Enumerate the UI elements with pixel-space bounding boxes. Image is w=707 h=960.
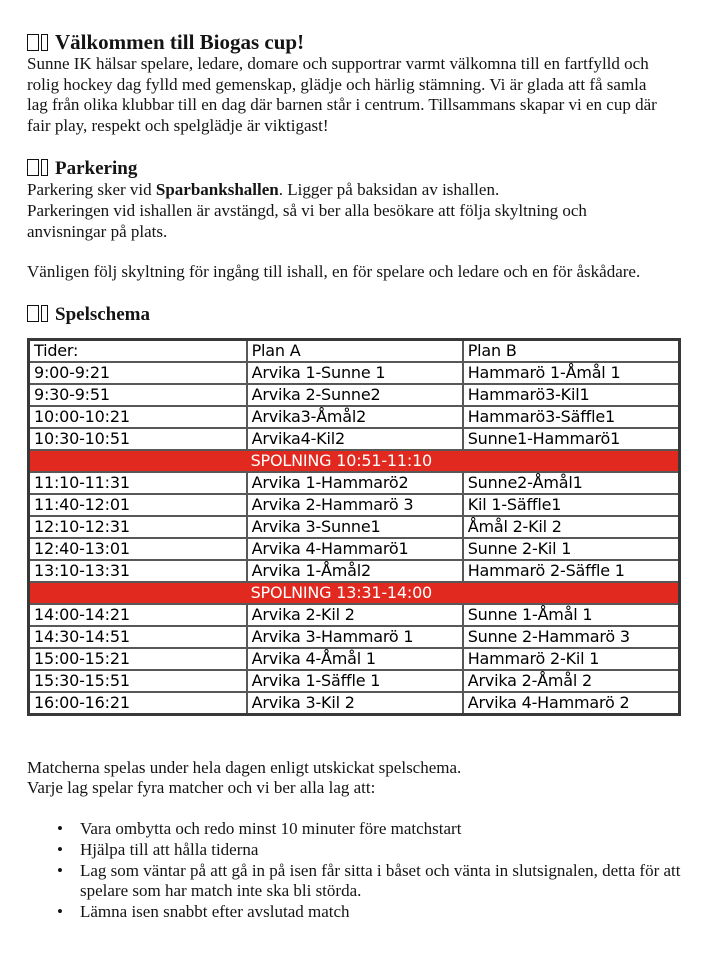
time-cell: 15:00-15:21	[29, 648, 247, 670]
venue-name: Sparbankshallen	[155, 180, 279, 200]
plan-b-cell: Hammarö3-Säffle1	[463, 406, 680, 428]
match-row	[29, 692, 680, 715]
match-row	[29, 516, 680, 538]
plan-b-cell: Sunne2-Åmål1	[463, 472, 680, 494]
plan-b-cell: Hammarö 2-Säffle 1	[463, 560, 680, 582]
rule-item: • Lämna isen snabbt efter avslutad match	[27, 902, 681, 923]
time-cell: 9:30-9:51	[29, 384, 247, 406]
plan-b-cell: Sunne 1-Åmål 1	[463, 604, 680, 626]
plan-a-cell: Arvika 2-Kil 2	[247, 604, 463, 626]
plan-a-cell: Arvika 1-Åmål2	[247, 560, 463, 582]
spolning-label: SPOLNING 10:51-11:10	[247, 450, 463, 472]
parking-heading	[27, 158, 681, 180]
match-row	[29, 648, 680, 670]
plan-a-cell: Arvika 2-Hammarö 3	[247, 494, 463, 516]
plan-a-cell: Arvika 3-Kil 2	[247, 692, 463, 715]
plan-a-cell: Arvika 3-Sunne1	[247, 516, 463, 538]
spolning-cell-empty	[463, 450, 680, 472]
plan-a-cell: Arvika 2-Sunne2	[247, 384, 463, 406]
match-row	[29, 494, 680, 516]
plan-b-cell: Sunne 2-Kil 1	[463, 538, 680, 560]
plan-a-cell: Arvika4-Kil2	[247, 428, 463, 450]
match-row	[29, 538, 680, 560]
schedule-table	[27, 338, 681, 716]
spolning-label: SPOLNING 13:31-14:00	[247, 582, 463, 604]
parking-heading-text: Parkering	[55, 158, 138, 180]
spolning-row	[29, 450, 680, 472]
welcome-paragraph	[27, 54, 681, 136]
parking-line: Parkering sker vid Sparbankshallen. Ligger på baksidan av ishallen.	[27, 180, 500, 200]
plan-b-cell: Sunne 2-Hammarö 3	[463, 626, 680, 648]
welcome-line: lag från olika klubbar till en dag där barnen står i centrum. Tillsammans skapar vi en cup där	[27, 95, 657, 115]
time-cell: 10:00-10:21	[29, 406, 247, 428]
missing-emoji-icon	[27, 304, 48, 326]
spolning-row	[29, 582, 680, 604]
plan-a-cell: Arvika3-Åmål2	[247, 406, 463, 428]
match-row	[29, 670, 680, 692]
match-row	[29, 472, 680, 494]
parking-line: anvisningar på plats.	[27, 221, 168, 241]
time-cell: 11:10-11:31	[29, 472, 247, 494]
plan-a-cell: Arvika 3-Hammarö 1	[247, 626, 463, 648]
time-cell: 11:40-12:01	[29, 494, 247, 516]
welcome-line: rolig hockey dag fylld med gemenskap, glädje och härlig stämning. Vi är glada att få samla	[27, 74, 647, 94]
spolning-cell-empty	[29, 582, 247, 604]
match-row	[29, 560, 680, 582]
schedule-heading-text: Spelschema	[55, 303, 150, 325]
rules-list	[27, 819, 681, 923]
closing-paragraph	[27, 758, 681, 799]
plan-b-cell: Arvika 4-Hammarö 2	[463, 692, 680, 715]
match-row	[29, 362, 680, 384]
closing-line: Varje lag spelar fyra matcher och vi ber alla lag att:	[27, 778, 376, 798]
match-row	[29, 626, 680, 648]
time-cell: 14:30-14:51	[29, 626, 247, 648]
welcome-line: Sunne IK hälsar spelare, ledare, domare och supportrar varmt välkomna till en fartfylld och	[27, 54, 649, 73]
plan-b-cell: Arvika 2-Åmål 2	[463, 670, 680, 692]
plan-a-cell: Arvika 1-Säffle 1	[247, 670, 463, 692]
time-cell: 15:30-15:51	[29, 670, 247, 692]
match-row	[29, 406, 680, 428]
match-row	[29, 384, 680, 406]
welcome-heading-text: Välkommen till Biogas cup!	[55, 30, 305, 54]
spolning-cell-empty	[463, 582, 680, 604]
signage-note: Vänligen följ skyltning för ingång till ishall, en för spelare och ledare och en för åskådare.	[27, 262, 641, 282]
schedule-heading	[27, 304, 681, 326]
col-header-plan-a: Plan A	[247, 339, 463, 362]
rule-item: • Hjälpa till att hålla tiderna	[27, 840, 681, 861]
match-row	[29, 604, 680, 626]
col-header-tider: Tider:	[29, 339, 247, 362]
welcome-line: fair play, respekt och spelglädje är viktigast!	[27, 115, 329, 135]
time-cell: 9:00-9:21	[29, 362, 247, 384]
rule-item: • Vara ombytta och redo minst 10 minuter före matchstart	[27, 819, 681, 840]
plan-b-cell: Hammarö3-Kil1	[463, 384, 680, 406]
plan-b-cell: Sunne1-Hammarö1	[463, 428, 680, 450]
plan-b-cell: Hammarö 2-Kil 1	[463, 648, 680, 670]
time-cell: 10:30-10:51	[29, 428, 247, 450]
plan-a-cell: Arvika 1-Sunne 1	[247, 362, 463, 384]
rule-item: • Lag som väntar på att gå in på isen får sitta i båset och vänta in slutsignalen, detta för att spelare som har match inte ska bli störda.	[27, 861, 681, 903]
plan-b-cell: Åmål 2-Kil 2	[463, 516, 680, 538]
spolning-cell-empty	[29, 450, 247, 472]
missing-emoji-icon	[27, 30, 48, 54]
parking-paragraph	[27, 180, 681, 242]
closing-line: Matcherna spelas under hela dagen enligt utskickat spelschema.	[27, 757, 462, 777]
welcome-heading	[27, 30, 681, 54]
time-cell: 13:10-13:31	[29, 560, 247, 582]
col-header-plan-b: Plan B	[463, 339, 680, 362]
plan-b-cell: Kil 1-Säffle1	[463, 494, 680, 516]
plan-a-cell: Arvika 4-Hammarö1	[247, 538, 463, 560]
schedule-table-body	[29, 362, 680, 715]
missing-emoji-icon	[27, 158, 48, 180]
parking-line: Parkeringen vid ishallen är avstängd, så vi ber alla besökare att följa skyltning och	[27, 200, 587, 220]
plan-a-cell: Arvika 4-Åmål 1	[247, 648, 463, 670]
plan-b-cell: Hammarö 1-Åmål 1	[463, 362, 680, 384]
plan-a-cell: Arvika 1-Hammarö2	[247, 472, 463, 494]
match-row	[29, 428, 680, 450]
time-cell: 16:00-16:21	[29, 692, 247, 715]
time-cell: 12:40-13:01	[29, 538, 247, 560]
time-cell: 12:10-12:31	[29, 516, 247, 538]
schedule-header-row	[29, 339, 680, 362]
time-cell: 14:00-14:21	[29, 604, 247, 626]
